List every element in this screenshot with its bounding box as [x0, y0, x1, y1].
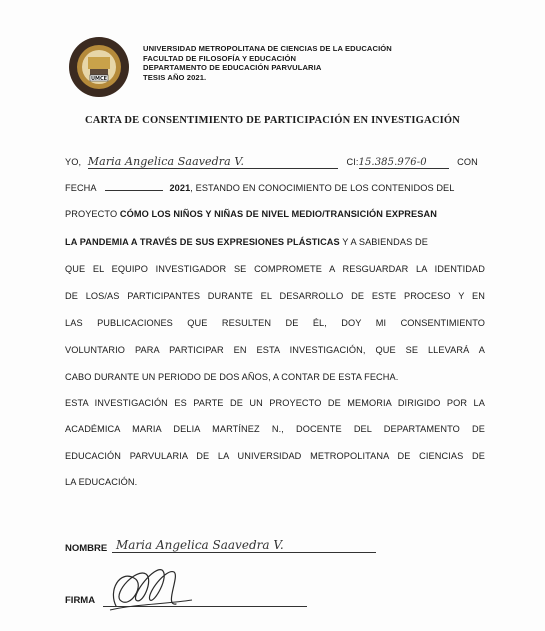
- fecha-blank: [105, 190, 163, 191]
- ci-label: CI:: [346, 157, 359, 167]
- year-text: 2021: [169, 183, 191, 193]
- letter-line-9: CABO DURANTE UN PERIODO DE DOS AÑOS, A CONTAR DE ESTA FECHA.: [65, 372, 399, 382]
- name-field: [88, 155, 338, 169]
- letter-line-2: [65, 183, 485, 193]
- document-title: CARTA DE CONSENTIMIENTO DE PARTICIPACIÓN EN INVESTIGACIÓN: [84, 115, 461, 126]
- letter-text: PROYECTO: [65, 209, 120, 219]
- handwritten-name: Maria Angelica Saavedra V.: [87, 155, 245, 168]
- letter-line-13: LA EDUCACIÓN.: [65, 477, 138, 487]
- project-title: LA PANDEMIA A TRAVÉS DE SUS EXPRESIONES PLÁSTICAS: [65, 237, 340, 247]
- department-name: DEPARTAMENTO DE EDUCACIÓN PARVULARIA: [143, 63, 322, 73]
- fecha-label: FECHA: [65, 183, 97, 193]
- svg-text:UMCE: UMCE: [90, 76, 108, 82]
- con-text: CON: [457, 157, 478, 167]
- university-seal-icon: [68, 36, 130, 98]
- letter-line-6: DE LOS/AS PARTICIPANTES DURANTE EL DESARROLLO DE ESTE PROCESO Y EN: [65, 291, 485, 301]
- letter-line-7: LAS PUBLICACIONES QUE RESULTEN DE ÉL, DOY MI CONSENTIMIENTO: [65, 318, 485, 328]
- letter-line-5: QUE EL EQUIPO INVESTIGADOR SE COMPROMETE A RESGUARDAR LA IDENTIDAD: [65, 264, 485, 274]
- letter-line-3: [65, 209, 485, 219]
- handwritten-nombre: Maria Angelica Saavedra V.: [116, 538, 284, 552]
- nombre-field: [112, 536, 376, 553]
- letter-text: , ESTANDO EN CONOCIMIENTO DE LOS CONTENIDOS DEL: [190, 183, 455, 193]
- letter-line-1: [65, 155, 485, 169]
- letter-line-8: VOLUNTARIO PARA PARTICIPAR EN ESTA INVESTIGACIÓN, QUE SE LLEVARÁ A: [65, 345, 485, 355]
- faculty-name: FACULTAD DE FILOSOFÍA Y EDUCACIÓN: [143, 53, 297, 63]
- ci-field: [359, 157, 449, 169]
- institution-header: [143, 44, 392, 82]
- handwritten-ci: 15.385.976-0: [358, 157, 427, 168]
- letter-line-12: EDUCACIÓN PARVULARIA DE LA UNIVERSIDAD METROPOLITANA DE CIENCIAS DE: [65, 451, 485, 461]
- letter-line-4: [65, 237, 485, 247]
- letter-line-10: ESTA INVESTIGACIÓN ES PARTE DE UN PROYECTO DE MEMORIA DIRIGIDO POR LA: [65, 398, 485, 408]
- letter-text: Y A SABIENDAS DE: [339, 237, 428, 247]
- thesis-year: TESIS AÑO 2021.: [143, 72, 207, 82]
- letter-line-11: ACADÉMICA MARIA DELIA MARTÍNEZ N., DOCENTE DEL DEPARTAMENTO DE: [65, 424, 485, 434]
- firma-label: FIRMA: [65, 595, 96, 606]
- handwritten-signature: [106, 560, 196, 614]
- project-title: CÓMO LOS NIÑOS Y NIÑAS DE NIVEL MEDIO/TRANSICIÓN EXPRESAN: [119, 209, 437, 219]
- yo-label: YO,: [65, 157, 82, 167]
- nombre-label: NOMBRE: [65, 543, 108, 554]
- university-name: UNIVERSIDAD METROPOLITANA DE CIENCIAS DE LA EDUCACIÓN: [143, 44, 392, 53]
